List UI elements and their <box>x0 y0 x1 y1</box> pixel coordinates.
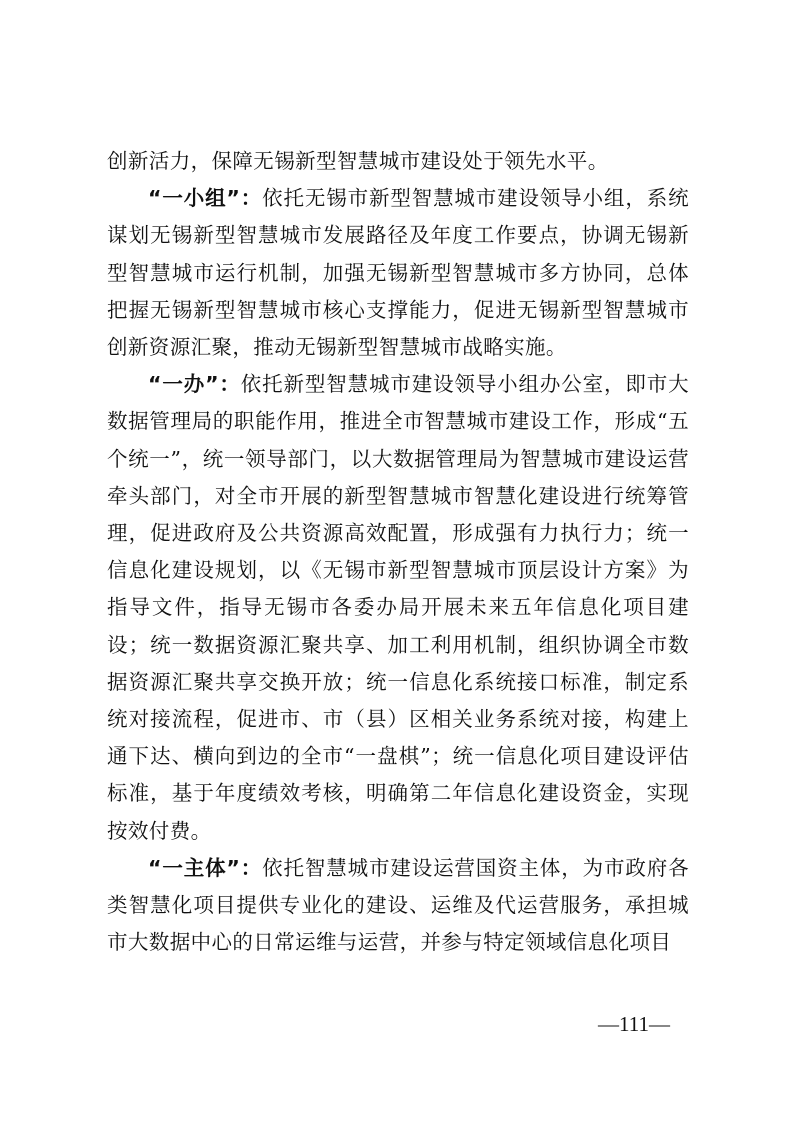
paragraph-text: 依托无锡市新型智慧城市建设领导小组，系统谋划无锡新型智慧城市发展路径及年度工作要点，协调无锡新型智慧城市运行机制，加强无锡新型智慧城市多方协同，总体把握无锡新型智慧城市核心支撑能力，促进无锡新型智慧城市创新资源汇聚，推动无锡新型智慧城市战略实施。 <box>107 186 689 360</box>
paragraph-one-group <box>107 180 689 366</box>
paragraph-lead: “一办”： <box>148 372 241 397</box>
paragraph-one-office <box>107 366 689 850</box>
paragraph-one-entity <box>107 850 689 962</box>
paragraph-continuation <box>107 143 689 180</box>
page-number: —111— <box>598 1012 670 1036</box>
document-body <box>107 143 689 961</box>
paragraph-lead: “一小组”： <box>148 186 263 211</box>
paragraph-text: 依托新型智慧城市建设领导小组办公室，即市大数据管理局的职能作用，推进全市智慧城市建设工作，形成“五个统一”，统一领导部门，以大数据管理局为智慧城市建设运营牵头部门，对全市开展的新型智慧城市智慧化建设进行统筹管理，促进政府及公共资源高效配置，形成强有力执行力；统一信息化建设规划，以《无锡市新型智慧城市顶层设计方案》为指导文件，指导无锡市各委办局开展未来五年信息化项目建设；统一数据资源汇聚共享、加工利用机制，组织协调全市数据资源汇聚共享交换开放；统一信息化系统接口标准，制定系统对接流程，促进市、市（县）区相关业务系统对接，构建上通下达、横向到边的全市“一盘棋”；统一信息化项目建设评估标准，基于年度绩效考核，明确第二年信息化建设资金，实现按效付费。 <box>107 372 689 843</box>
paragraph-lead: “一主体”： <box>148 855 263 880</box>
paragraph-text: 依托智慧城市建设运营国资主体，为市政府各类智慧化项目提供专业化的建设、运维及代运营服务，承担城市大数据中心的日常运维与运营，并参与特定领域信息化项目 <box>107 855 689 955</box>
paragraph-text: 创新活力，保障无锡新型智慧城市建设处于领先水平。 <box>107 149 609 173</box>
